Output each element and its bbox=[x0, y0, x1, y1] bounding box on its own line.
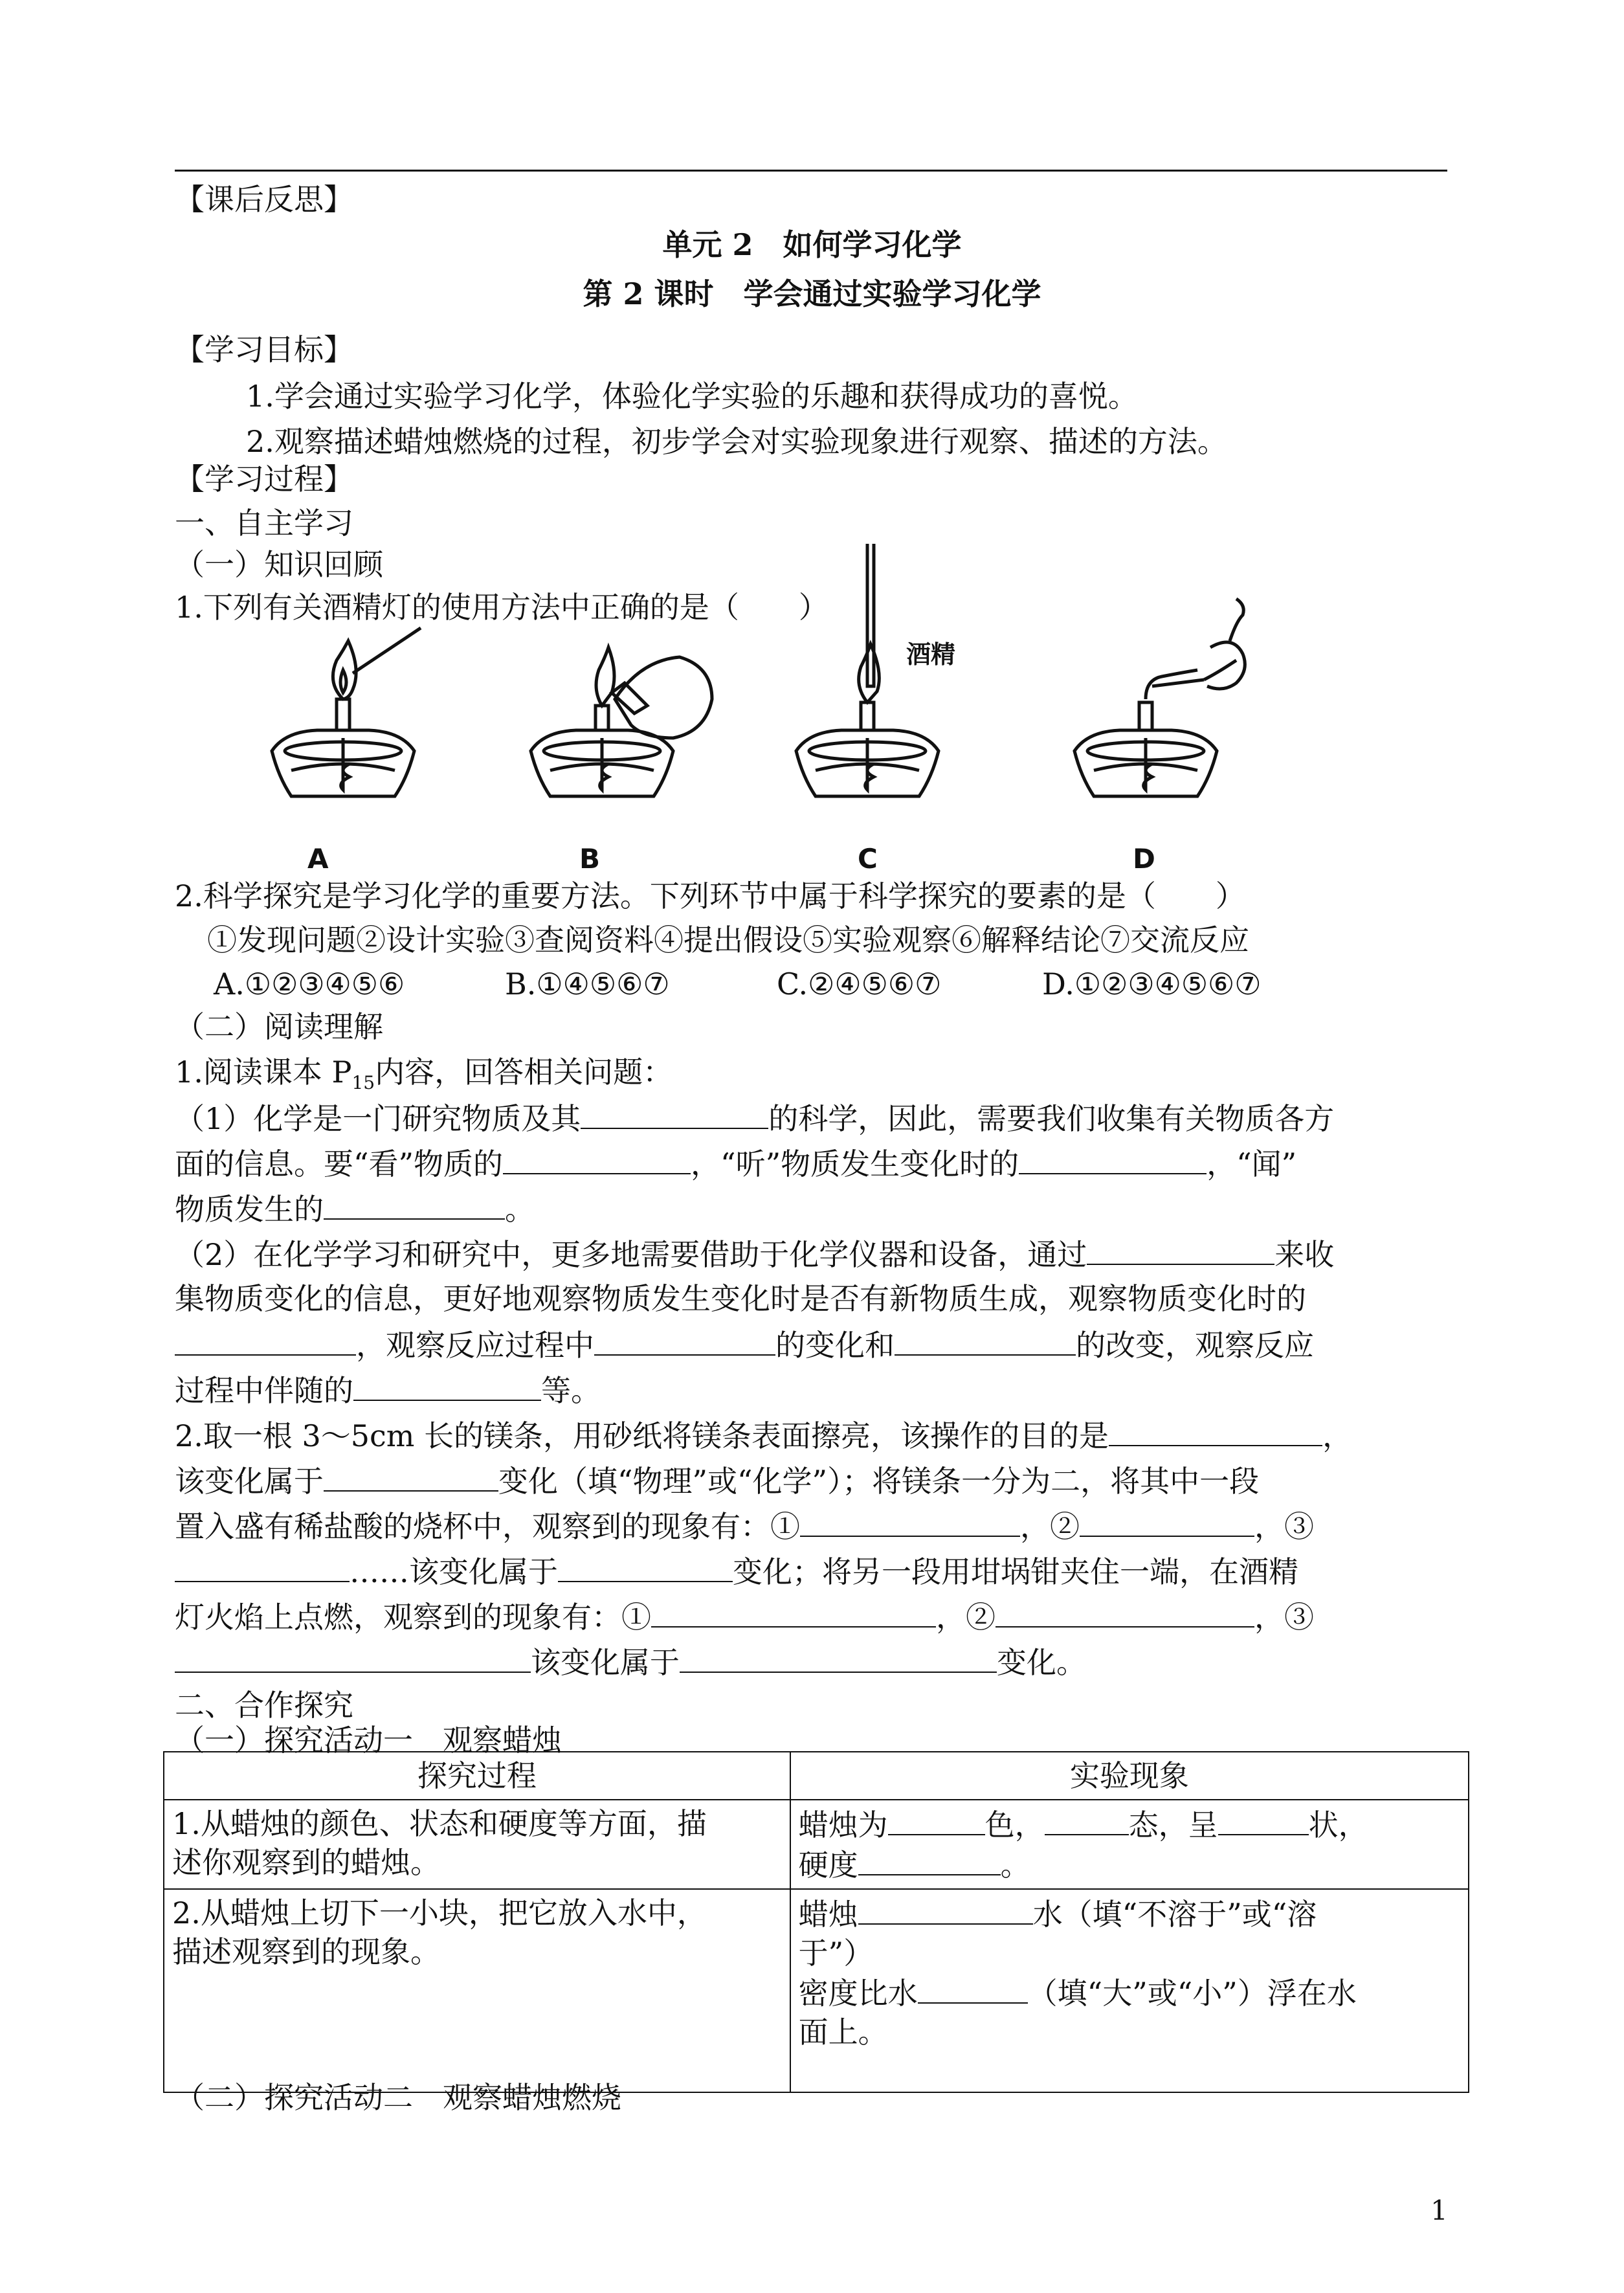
answer-blank[interactable] bbox=[1045, 1804, 1129, 1835]
answer-blank[interactable] bbox=[680, 1642, 997, 1673]
option-a: A.①②③④⑤⑥ bbox=[214, 967, 405, 1001]
lamp-label: B bbox=[579, 843, 601, 875]
table-row bbox=[164, 1800, 1469, 1889]
option-b: B.①④⑤⑥⑦ bbox=[505, 967, 670, 1001]
reading-q2-line: 置入盛有稀盐酸的烧杯中，观察到的现象有：① ，② ，③ bbox=[175, 1506, 1314, 1546]
goal-item: 2.观察描述蜡烛燃烧的过程，初步学会对实验现象进行观察、描述的方法。 bbox=[246, 424, 1227, 459]
activity-2-heading: （二）探究活动二 观察蜡烛燃烧 bbox=[175, 2080, 621, 2115]
alcohol-lamp-figure bbox=[246, 544, 1295, 880]
lamp-label: D bbox=[1133, 843, 1155, 875]
answer-blank[interactable] bbox=[1019, 1143, 1207, 1174]
reflection-heading: 【课后反思】 bbox=[175, 182, 353, 217]
reading-q1-line: 物质发生的 。 bbox=[175, 1189, 535, 1229]
section-cooperative: 二、合作探究 bbox=[175, 1688, 353, 1723]
header-rule bbox=[175, 170, 1447, 172]
column-header: 探究过程 bbox=[164, 1752, 790, 1800]
table-header-row bbox=[164, 1752, 1469, 1800]
reading-q1-line: 集物质变化的信息，更好地观察物质发生变化时是否有新物质生成，观察物质变化时的 bbox=[175, 1281, 1306, 1316]
reading-q1-line: （2）在化学学习和研究中，更多地需要借助于化学仪器和设备，通过 来收 bbox=[175, 1234, 1334, 1274]
section-self-study: 一、自主学习 bbox=[175, 506, 353, 541]
lamp-b bbox=[531, 647, 712, 796]
page-number: 1 bbox=[1430, 2195, 1448, 2226]
answer-blank[interactable] bbox=[858, 1894, 1033, 1925]
goals-heading: 【学习目标】 bbox=[175, 332, 353, 367]
subsection-reading: （二）阅读理解 bbox=[175, 1009, 383, 1044]
reading-q2-line: 该变化属于 变化。 bbox=[175, 1642, 1086, 1682]
table-row bbox=[164, 1889, 1469, 2092]
reading-q2-line: 该变化属于 变化（填“物理”或“化学”）；将镁条一分为二，将其中一段 bbox=[175, 1460, 1259, 1501]
reading-q2-line: ……该变化属于 变化；将另一段用坩埚钳夹住一端，在酒精 bbox=[175, 1551, 1298, 1591]
unit-title: 单元 2 如何学习化学 bbox=[662, 227, 962, 262]
answer-blank[interactable] bbox=[895, 1325, 1076, 1356]
observation-cell: 蜡烛为 色， 态，呈 状， 硬度 。 bbox=[790, 1800, 1469, 1889]
process-heading: 【学习过程】 bbox=[175, 462, 353, 497]
subsection-review: （一）知识回顾 bbox=[175, 547, 383, 582]
lamp-d bbox=[1074, 599, 1245, 796]
answer-blank[interactable] bbox=[1109, 1415, 1322, 1446]
answer-blank[interactable] bbox=[1218, 1804, 1309, 1835]
activity-1-heading: （一）探究活动一 观察蜡烛 bbox=[175, 1723, 562, 1758]
reading-q1-line: （1）化学是一门研究物质及其 的科学，因此，需要我们收集有关物质各方 bbox=[175, 1098, 1334, 1138]
lamp-label: A bbox=[307, 843, 329, 875]
answer-blank[interactable] bbox=[888, 1804, 985, 1835]
reading-q1-stem: 1.阅读课本 $P_{15}$内容，回答相关问题： bbox=[175, 1055, 673, 1094]
reading-q2-line: 灯火焰上点燃，观察到的现象有：① ，② ，③ bbox=[175, 1596, 1314, 1637]
answer-blank[interactable] bbox=[175, 1551, 350, 1582]
reading-q2-line: 2.取一根 3～5cm 长的镁条，用砂纸将镁条表面擦亮，该操作的目的是 ， bbox=[175, 1415, 1352, 1455]
answer-blank[interactable] bbox=[858, 1844, 1001, 1875]
answer-blank[interactable] bbox=[324, 1460, 498, 1492]
observation-cell: 蜡烛 水（填“不溶于”或“溶 于”） 密度比水 （填“大”或“小”）浮在水 面上。 bbox=[790, 1889, 1469, 2092]
option-d: D.①②③④⑤⑥⑦ bbox=[1042, 967, 1262, 1001]
reading-q1-line: ，观察反应过程中 的变化和 的改变，观察反应 bbox=[175, 1325, 1314, 1365]
question-2-items: ①发现问题②设计实验③查阅资料④提出假设⑤实验观察⑥解释结论⑦交流反应 bbox=[207, 923, 1249, 957]
answer-blank[interactable] bbox=[594, 1325, 775, 1356]
answer-blank[interactable] bbox=[503, 1143, 691, 1174]
lesson-title: 第 2 课时 学会通过实验学习化学 bbox=[583, 276, 1041, 311]
option-c: C.②④⑤⑥⑦ bbox=[777, 967, 942, 1001]
reading-q1-line: 面的信息。要“看”物质的 ，“听”物质发生变化时的 ，“闻” bbox=[175, 1143, 1296, 1183]
alcohol-lamp-diagram bbox=[246, 544, 1295, 880]
answer-blank[interactable] bbox=[996, 1596, 1254, 1627]
lamp-a bbox=[272, 628, 421, 796]
answer-blank[interactable] bbox=[175, 1642, 531, 1673]
answer-blank[interactable] bbox=[918, 1973, 1028, 2004]
process-cell: 1.从蜡烛的颜色、状态和硬度等方面，描 述你观察到的蜡烛。 bbox=[164, 1800, 790, 1889]
answer-blank[interactable] bbox=[800, 1506, 1020, 1537]
column-header: 实验现象 bbox=[790, 1752, 1469, 1800]
question-1: 1.下列有关酒精灯的使用方法中正确的是（ ） bbox=[175, 590, 829, 625]
answer-blank[interactable] bbox=[1080, 1506, 1254, 1537]
answer-blank[interactable] bbox=[175, 1325, 356, 1356]
answer-blank[interactable] bbox=[1087, 1234, 1274, 1265]
answer-blank[interactable] bbox=[581, 1098, 768, 1129]
answer-blank[interactable] bbox=[353, 1370, 541, 1401]
process-cell: 2.从蜡烛上切下一小块，把它放入水中， 描述观察到的现象。 bbox=[164, 1889, 790, 2092]
goal-item: 1.学会通过实验学习化学，体验化学实验的乐趣和获得成功的喜悦。 bbox=[246, 379, 1138, 414]
lamp-label: C bbox=[858, 843, 878, 875]
question-2: 2.科学探究是学习化学的重要方法。下列环节中属于科学探究的要素的是（ ） bbox=[175, 878, 1245, 913]
alcohol-label: 酒精 bbox=[906, 640, 956, 669]
answer-blank[interactable] bbox=[324, 1189, 505, 1220]
answer-blank[interactable] bbox=[651, 1596, 936, 1627]
reading-q1-line: 过程中伴随的 等。 bbox=[175, 1370, 601, 1410]
candle-observation-table bbox=[163, 1751, 1469, 2093]
answer-blank[interactable] bbox=[558, 1551, 733, 1582]
lamp-c bbox=[796, 544, 1029, 796]
